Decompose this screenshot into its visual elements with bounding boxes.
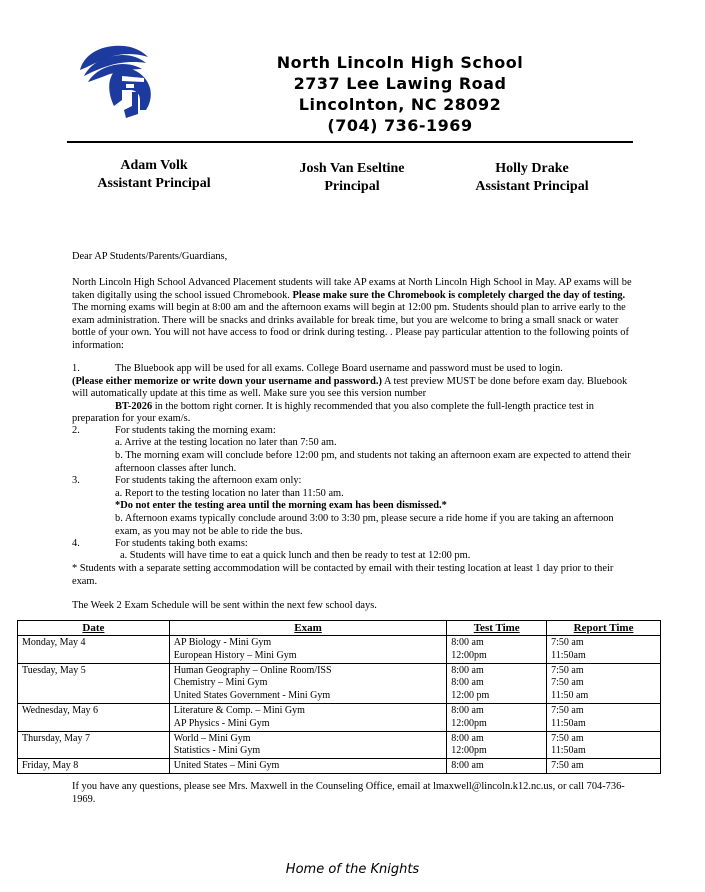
footer-motto: Home of the Knights — [285, 862, 420, 877]
staff-name: Holly Drake — [495, 161, 569, 176]
date-cell: Wednesday, May 6 — [18, 703, 170, 731]
test-time-cell-line: 12:00 pm — [451, 690, 490, 702]
exam-cell — [169, 759, 447, 774]
date-cell: Monday, May 4 — [18, 636, 170, 664]
report-time-cell-line: 7:50 am — [551, 677, 584, 689]
exam-cell-line: United States – Mini Gym — [173, 760, 280, 772]
closing-paragraph: If you have any questions, please see Mrs. Maxwell in the Counseling Office, email at lmaxwell@lincoln.k12.nc.us, or call 704-736-1969. — [72, 781, 625, 805]
exam-cell-line: Human Geography – Online Room/ISS — [173, 664, 332, 676]
staff-title: Principal — [324, 179, 380, 194]
test-time-cell-line: 8:00 am — [451, 637, 484, 648]
school-phone: (704) 736-1969 — [327, 116, 473, 135]
exam-cell-line: European History – Mini Gym — [173, 649, 297, 661]
report-time-cell-line: 7:50 am — [551, 732, 584, 744]
table-header-row — [18, 621, 661, 636]
item-number: 3. — [72, 475, 80, 486]
staff-title: Assistant Principal — [97, 176, 211, 191]
report-time-cell-line: 11:50 am — [551, 690, 589, 702]
chromebook-notice: Please make sure the Chromebook is completely charged the day of testing. — [292, 289, 626, 301]
staff-right — [452, 160, 612, 196]
test-time-cell — [447, 759, 547, 774]
test-time-cell-line: 8:00 am — [451, 664, 484, 676]
exam-cell — [169, 731, 447, 759]
test-time-cell — [447, 636, 547, 664]
report-time-cell-line: 11:50am — [551, 717, 586, 729]
test-time-cell — [447, 663, 547, 703]
report-time-cell-line: 7:50 am — [551, 637, 584, 648]
table-row — [18, 759, 661, 774]
staff-name: Josh Van Eseltine — [299, 161, 405, 176]
item-1: The Bluebook app will be used for all exams. College Board username and password must be used to login. (Please either memorize or write down your username and password.) A test preview MUST be done before exam day. Bluebook will automatically update at this time as well. Make sure you see this version number BT-2026 in the bottom right corner. It is highly recommended that you also complete the full-length practice test in preparation for your exam/s. — [72, 363, 628, 425]
exam-cell-line: United States Government - Mini Gym — [173, 690, 331, 702]
test-time-cell-line: 12:00pm — [451, 745, 487, 757]
header-divider — [67, 141, 633, 143]
table-row — [18, 636, 661, 664]
knight-helmet-logo — [74, 40, 164, 120]
item-3-heading: For students taking the afternoon exam only: — [115, 475, 302, 486]
exam-cell-line: Chemistry – Mini Gym — [173, 677, 268, 689]
date-cell: Thursday, May 7 — [18, 731, 170, 759]
test-time-cell-line: 12:00pm — [451, 717, 487, 729]
column-header-test-time: Test Time — [447, 621, 547, 636]
school-address-line1: 2737 Lee Lawing Road — [293, 74, 507, 93]
exam-cell-line: AP Physics - Mini Gym — [173, 717, 270, 729]
table-row — [18, 703, 661, 731]
report-time-cell — [547, 663, 661, 703]
school-header — [230, 52, 570, 136]
test-time-cell-line: 8:00 am — [451, 704, 484, 716]
staff-left — [74, 157, 234, 193]
staff-title: Assistant Principal — [475, 179, 589, 194]
test-time-cell — [447, 703, 547, 731]
school-address-line2: Lincolnton, NC 28092 — [298, 95, 502, 114]
report-time-cell — [547, 703, 661, 731]
item-2-heading: For students taking the morning exam: — [115, 425, 276, 436]
report-time-cell-line: 7:50 am — [551, 664, 584, 676]
item-2-a: a. Arrive at the testing location no later than 7:50 am. — [115, 437, 337, 448]
report-time-cell — [547, 636, 661, 664]
report-time-cell-line: 7:50 am — [551, 704, 584, 716]
item-3-a: a. Report to the testing location no later than 11:50 am. — [115, 488, 344, 499]
item-number: 2. — [72, 425, 80, 436]
item-2-b: b. The morning exam will conclude before 12:00 pm, and students not taking an afternoon exam are expected to attend their afternoon classes after lunch. — [115, 450, 631, 474]
accommodation-note: * Students with a separate setting accommodation will be contacted by email with their testing location at least 1 day prior to their exam. — [72, 563, 614, 587]
version-number: BT-2026 — [115, 400, 153, 412]
report-time-cell — [547, 759, 661, 774]
letter-greeting: Dear AP Students/Parents/Guardians, — [72, 251, 228, 262]
staff-center — [272, 160, 432, 196]
school-name: North Lincoln High School — [276, 53, 524, 72]
exam-cell-line: AP Biology - Mini Gym — [173, 637, 272, 648]
test-time-cell-line: 12:00pm — [451, 649, 487, 661]
date-cell: Friday, May 8 — [18, 759, 170, 774]
dismissal-warning: *Do not enter the testing area until the morning exam has been dismissed.* — [115, 500, 447, 511]
exam-cell — [169, 663, 447, 703]
exam-cell — [169, 703, 447, 731]
item-3-b: b. Afternoon exams typically conclude around 3:00 to 3:30 pm, please secure a ride home if you are taking an afternoon exam, as you may not be able to ride the bus. — [115, 513, 614, 537]
exam-cell — [169, 636, 447, 664]
column-header-report-time: Report Time — [547, 621, 661, 636]
exam-cell-line: Literature & Comp. – Mini Gym — [173, 704, 305, 716]
column-header-date: Date — [18, 621, 170, 636]
exam-cell-line: Statistics - Mini Gym — [173, 745, 261, 757]
report-time-cell-line: 11:50am — [551, 745, 586, 757]
column-header-exam: Exam — [169, 621, 447, 636]
letter-intro: North Lincoln High School Advanced Placement students will take AP exams at North Lincoln High School in May. AP exams will be taken digitally using the school issued Chromebook. Please make sure the Chromebook is completely charged the day of testing. The morning exams will begin at 8:00 am and the afternoon exams will begin at 12:00 pm. Students should plan to arrive early to the exam administration. There will be snacks and drinks available for break time, but you are welcome to bring a small snack or water bottle of your own. You will not have access to food or drink during testing. . Please pay particular attention to the following points of information: — [72, 277, 632, 351]
item-number: 1. — [72, 363, 80, 374]
report-time-cell-line: 11:50am — [551, 649, 586, 661]
exam-schedule-table — [17, 620, 661, 774]
week2-notice: The Week 2 Exam Schedule will be sent within the next few school days. — [72, 600, 377, 611]
table-row — [18, 731, 661, 759]
test-time-cell-line: 8:00 am — [451, 732, 484, 744]
staff-name: Adam Volk — [120, 158, 188, 173]
report-time-cell — [547, 731, 661, 759]
test-time-cell-line: 8:00 am — [451, 677, 484, 689]
item-4-heading: For students taking both exams: — [115, 538, 248, 549]
report-time-cell-line: 7:50 am — [551, 760, 584, 772]
exam-cell-line: World – Mini Gym — [173, 732, 251, 744]
item-number: 4. — [72, 538, 80, 549]
item-4-a: a. Students will have time to eat a quick lunch and then be ready to test at 12:00 pm. — [120, 550, 471, 561]
date-cell: Tuesday, May 5 — [18, 663, 170, 703]
test-time-cell — [447, 731, 547, 759]
table-row — [18, 663, 661, 703]
test-time-cell-line: 8:00 am — [451, 760, 484, 772]
